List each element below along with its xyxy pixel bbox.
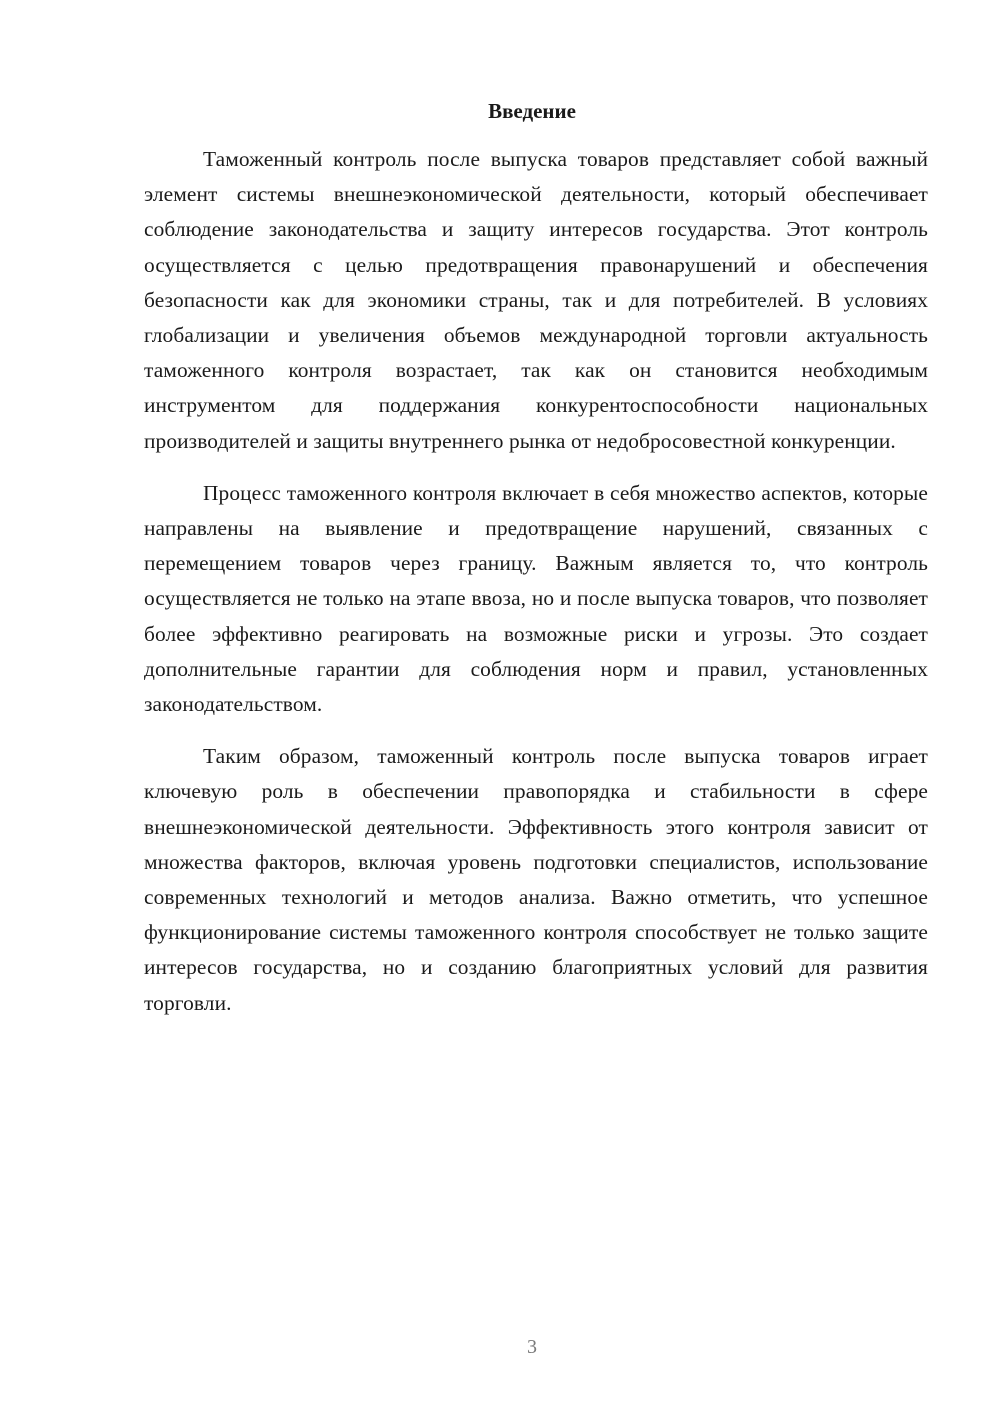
document-page bbox=[144, 0, 928, 1414]
paragraph-2: Процесс таможенного контроля включает в себя множество аспектов, которые направлены на выявление и предотвращение нарушений, связанных с перемещением товаров через границу. Важным является то, что контроль осуществляется не только на этапе ввоза, но и после выпуска товаров, что позволяет более эффективно реагировать на возможные риски и угрозы. Это создает дополнительные гарантии для соблюдения норм и правил, установленных законодательством. bbox=[144, 480, 928, 717]
body-text bbox=[144, 142, 928, 1038]
paragraph-1: Таможенный контроль после выпуска товаров представляет собой важный элемент системы внешнеэкономической деятельности, который обеспечивает соблюдение законодательства и защиту интересов государства. Этот контроль осуществляется с целью предотвращения правонарушений и обеспечения безопасности как для экономики страны, так и для потребителей. В условиях глобализации и увеличения объемов международной торговли актуальность таможенного контроля возрастает, так как он становится необходимым инструментом для поддержания конкурентоспособности национальных производителей и защиты внутреннего рынка от недобросовестной конкуренции. bbox=[144, 147, 928, 453]
page-number: 3 bbox=[527, 1336, 537, 1358]
section-heading: Введение bbox=[488, 99, 576, 123]
paragraph-3: Таким образом, таможенный контроль после выпуска товаров играет ключевую роль в обеспечении правопорядка и стабильности в сфере внешнеэкономической деятельности. Эффективность этого контроля зависит от множества факторов, включая уровень подготовки специалистов, использование современных технологий и методов анализа. Важно отметить, что успешное функционирование системы таможенного контроля способствует не только защите интересов государства, но и созданию благоприятных условий для развития торговли. bbox=[144, 744, 928, 1015]
